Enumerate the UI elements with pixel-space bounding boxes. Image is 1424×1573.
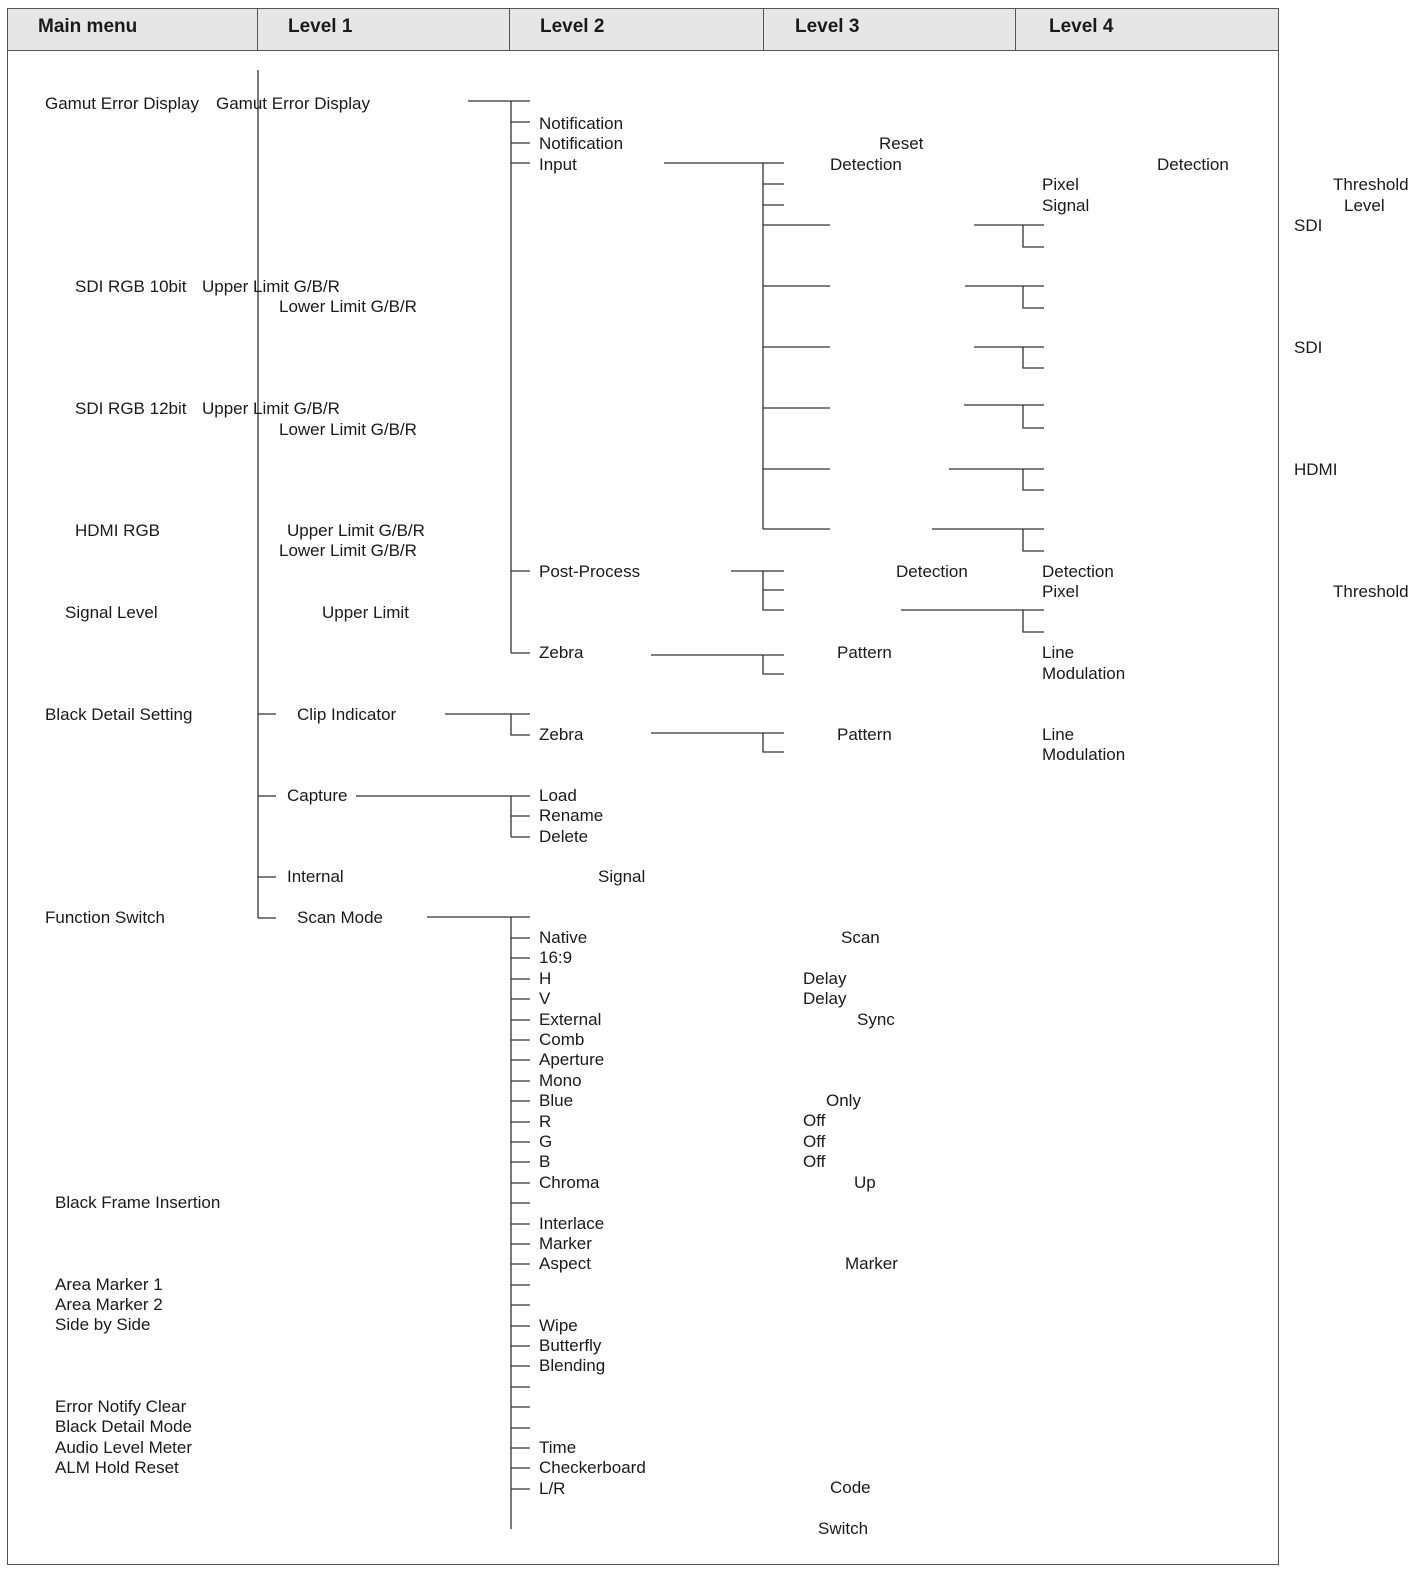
main-audio-level-meter: Audio Level Meter	[55, 1438, 193, 1457]
l2-rename: Rename	[539, 806, 604, 825]
header-level-3: Level 3	[795, 16, 860, 37]
l3-off: Off	[803, 1111, 826, 1130]
l2-scan-item: Aspect	[539, 1254, 591, 1273]
l1-gamut-error-display: Gamut Error Display	[216, 94, 370, 113]
l2-scan-item: 16:9	[539, 948, 573, 967]
rm-sdi: SDI	[1294, 338, 1323, 357]
l3-scan: Scan	[841, 928, 880, 947]
l2-notification: Notification	[539, 114, 624, 133]
l2-post-process: Post-Process	[539, 562, 641, 581]
l2-scan-item: H	[539, 969, 552, 988]
l4-pixel: Pixel	[1042, 175, 1079, 194]
rm-hdmi: HDMI	[1294, 460, 1338, 479]
l2-scan-item: Aperture	[539, 1050, 605, 1069]
l3-pattern: Pattern	[837, 725, 892, 744]
l2-scan-item: G	[539, 1132, 553, 1151]
l2-scan-item: L/R	[539, 1479, 566, 1498]
l3-switch: Switch	[818, 1519, 869, 1538]
l1-scan-mode: Scan Mode	[297, 908, 383, 927]
header-level-1: Level 1	[288, 16, 353, 37]
main-gamut-error-display: Gamut Error Display	[45, 94, 199, 113]
header-level-4: Level 4	[1049, 16, 1114, 37]
l2-scan-item: Mono	[539, 1071, 582, 1090]
l2-scan-item: Chroma	[539, 1173, 600, 1192]
l2-scan-item: Time	[539, 1438, 577, 1457]
l1-internal: Internal	[287, 867, 344, 886]
l3-marker: Marker	[845, 1254, 898, 1273]
l2-scan-item: Marker	[539, 1234, 592, 1253]
l2-load: Load	[539, 786, 577, 805]
l2-zebra: Zebra	[539, 643, 584, 662]
l3-detection: Detection	[896, 562, 968, 581]
l2-input: Input	[539, 155, 577, 174]
l2-scan-item: Interlace	[539, 1214, 605, 1233]
main-hdmi-rgb: HDMI RGB	[75, 521, 160, 540]
l2-scan-item: Blue	[539, 1091, 574, 1110]
l3-pattern: Pattern	[837, 643, 892, 662]
l2-scan-item: External	[539, 1010, 602, 1029]
header-level-2: Level 2	[540, 16, 605, 37]
l2-scan-item: V	[539, 989, 551, 1008]
l4-detection: Detection	[1042, 562, 1114, 581]
rm-level: Level	[1344, 196, 1385, 215]
l2-scan-item: Blending	[539, 1356, 606, 1375]
l4-signal: Signal	[1042, 196, 1090, 215]
l2-scan-item: Butterfly	[539, 1336, 602, 1355]
l2-scan-item: Wipe	[539, 1316, 578, 1335]
l2-signal: Signal	[598, 867, 646, 886]
l1-upper-limit-gbr-10bit: Upper Limit G/B/R	[202, 277, 340, 296]
l1-capture: Capture	[287, 786, 348, 805]
l2-scan-item: B	[539, 1152, 551, 1171]
l3-only: Only	[826, 1091, 861, 1110]
l3-off: Off	[803, 1152, 826, 1171]
l2-scan-item: R	[539, 1112, 552, 1131]
main-area-marker-2: Area Marker 2	[55, 1295, 163, 1314]
l3-delay: Delay	[803, 989, 847, 1008]
main-signal-level: Signal Level	[65, 603, 158, 622]
main-black-frame-insertion: Black Frame Insertion	[55, 1193, 221, 1212]
rm-threshold: Threshold	[1333, 582, 1409, 601]
l1-upper-limit-gbr-12bit: Upper Limit G/B/R	[202, 399, 340, 418]
rm-threshold: Threshold	[1333, 175, 1409, 194]
main-error-notify-clear: Error Notify Clear	[55, 1397, 187, 1416]
l1-upper-limit: Upper Limit	[322, 603, 409, 622]
l1-lower-limit-gbr-hdmi: Lower Limit G/B/R	[279, 541, 417, 560]
l4-modulation: Modulation	[1042, 745, 1126, 764]
main-alm-hold-reset: ALM Hold Reset	[55, 1458, 179, 1477]
l1-upper-limit-gbr-hdmi: Upper Limit G/B/R	[287, 521, 425, 540]
main-area-marker-1: Area Marker 1	[55, 1275, 163, 1294]
rm-sdi: SDI	[1294, 216, 1323, 235]
l2-scan-item: Native	[539, 928, 588, 947]
l3-code: Code	[830, 1478, 871, 1497]
l4-line: Line	[1042, 725, 1075, 744]
l2-zebra: Zebra	[539, 725, 584, 744]
l4-detection: Detection	[1157, 155, 1229, 174]
l3-up: Up	[854, 1173, 876, 1192]
main-sdi-rgb-12bit: SDI RGB 12bit	[75, 399, 187, 418]
main-sdi-rgb-10bit: SDI RGB 10bit	[75, 277, 187, 296]
l3-sync: Sync	[857, 1010, 895, 1029]
l2-delete: Delete	[539, 827, 589, 846]
l1-lower-limit-gbr-12bit: Lower Limit G/B/R	[279, 420, 417, 439]
main-black-detail-mode: Black Detail Mode	[55, 1417, 193, 1436]
l4-line: Line	[1042, 643, 1075, 662]
l2-scan-item: Comb	[539, 1030, 585, 1049]
l1-lower-limit-gbr-10bit: Lower Limit G/B/R	[279, 297, 417, 316]
l4-modulation: Modulation	[1042, 664, 1126, 683]
l3-detection: Detection	[830, 155, 902, 174]
main-side-by-side: Side by Side	[55, 1315, 151, 1334]
l4-pixel: Pixel	[1042, 582, 1079, 601]
l2-notification: Notification	[539, 134, 624, 153]
l2-scan-item: Checkerboard	[539, 1458, 646, 1477]
l3-reset: Reset	[879, 134, 924, 153]
main-function-switch: Function Switch	[45, 908, 165, 927]
l3-delay: Delay	[803, 969, 847, 988]
l3-off: Off	[803, 1132, 826, 1151]
l1-clip-indicator: Clip Indicator	[297, 705, 397, 724]
header-main-menu: Main menu	[38, 16, 138, 37]
main-black-detail-setting: Black Detail Setting	[45, 705, 193, 724]
